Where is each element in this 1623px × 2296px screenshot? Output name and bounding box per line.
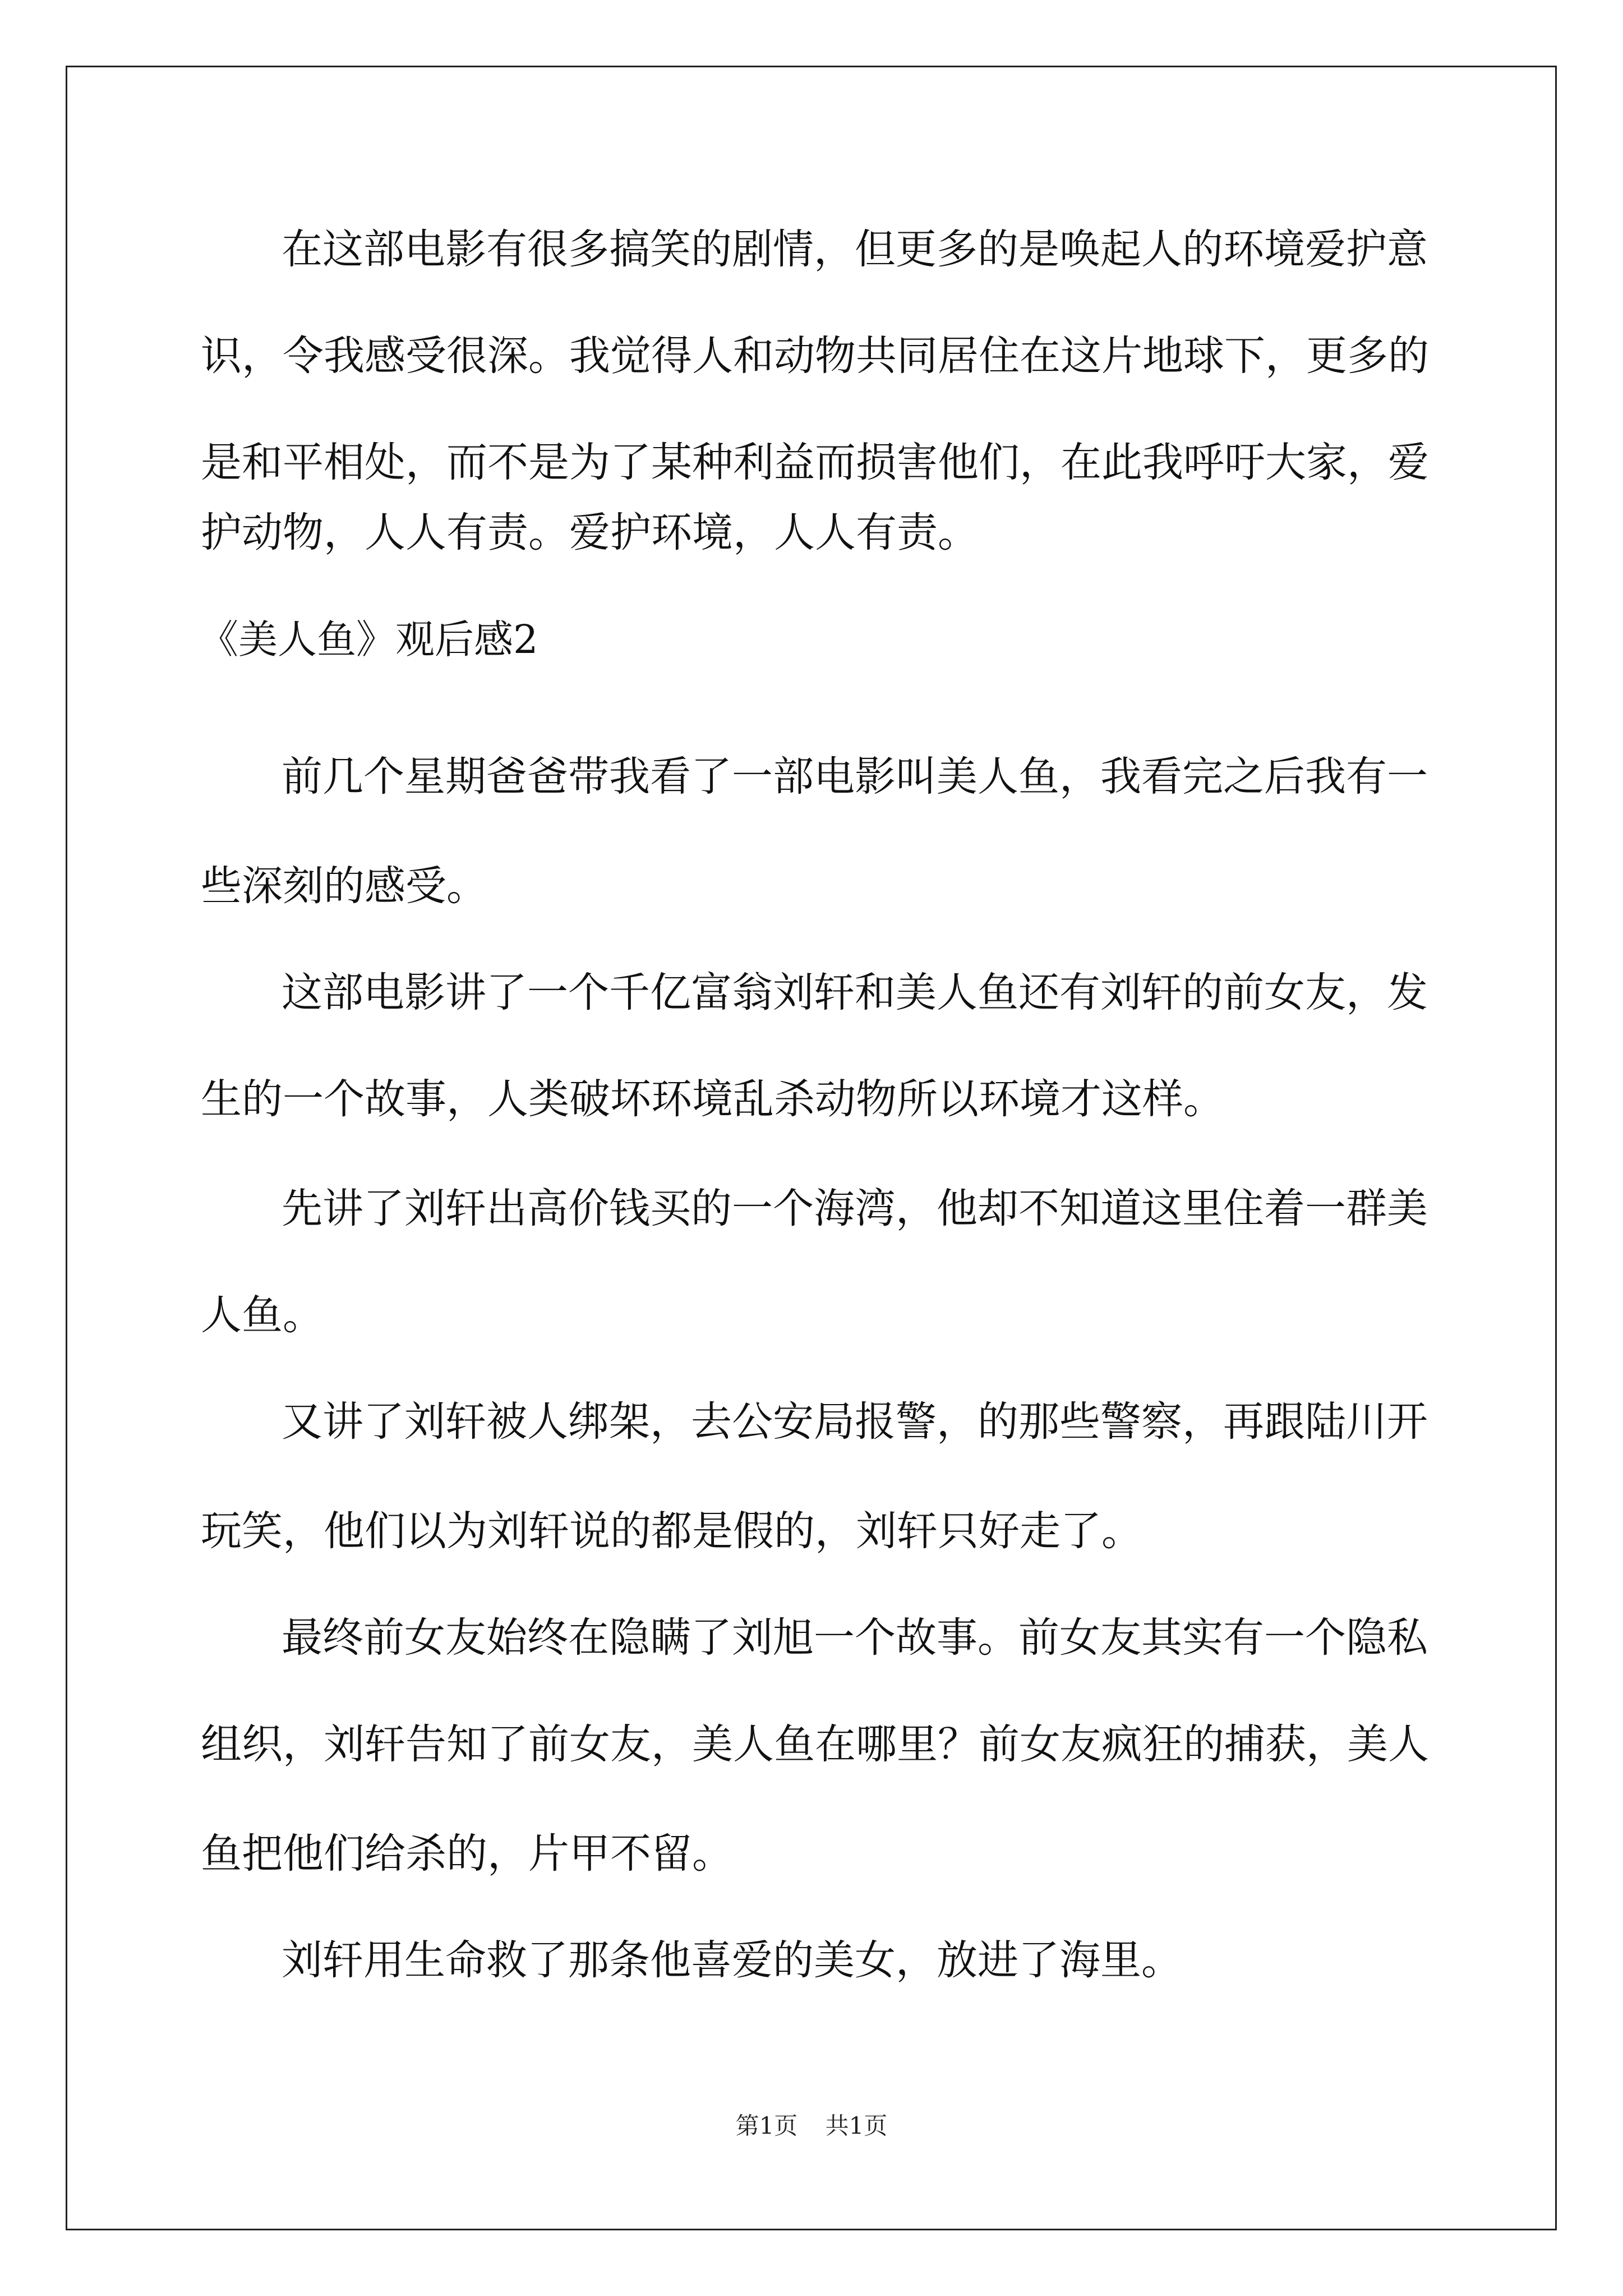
paragraph-line: 人鱼。 — [201, 1291, 324, 1339]
paragraph-line: 玩笑，他们以为刘轩说的都是假的，刘轩只好走了。 — [201, 1507, 1142, 1555]
page-total: 共1页 — [825, 2112, 888, 2139]
page-number: 第1页 — [735, 2112, 798, 2139]
paragraph-line: 先讲了刘轩出高价钱买的一个海湾，他却不知道这里住着一群美 — [282, 1185, 1428, 1232]
paragraph-line: 刘轩用生命救了那条他喜爱的美女，放进了海里。 — [282, 1936, 1182, 1984]
paragraph-line: 些深刻的感受。 — [201, 862, 487, 910]
page-border — [66, 66, 1557, 2230]
paragraph-line: 护动物，人人有责。爱护环境，人人有责。 — [201, 509, 979, 556]
paragraph-line: 是和平相处，而不是为了某种利益而损害他们，在此我呼吁大家，爱 — [201, 439, 1429, 486]
paragraph-line: 最终前女友始终在隐瞒了刘旭一个故事。前女友其实有一个隐私 — [282, 1614, 1428, 1662]
paragraph-line: 前几个星期爸爸带我看了一部电影叫美人鱼，我看完之后我有一 — [282, 753, 1428, 800]
paragraph-line: 识，令我感受很深。我觉得人和动物共同居住在这片地球下，更多的 — [201, 332, 1429, 380]
paragraph-line: 生的一个故事，人类破坏环境乱杀动物所以环境才这样。 — [201, 1075, 1224, 1123]
paragraph-line: 这部电影讲了一个千亿富翁刘轩和美人鱼还有刘轩的前女友，发 — [282, 969, 1428, 1016]
section-heading: 《美人鱼》观后感2 — [199, 616, 538, 662]
paragraph-line: 鱼把他们给杀的，片甲不留。 — [201, 1830, 733, 1878]
paragraph-line: 组织，刘轩告知了前女友，美人鱼在哪里？前女友疯狂的捕获，美人 — [201, 1720, 1429, 1768]
page-footer — [0, 2109, 1623, 2143]
paragraph-line: 又讲了刘轩被人绑架，去公安局报警，的那些警察，再跟陆川开 — [282, 1398, 1428, 1446]
paragraph-line: 在这部电影有很多搞笑的剧情，但更多的是唤起人的环境爱护意 — [282, 226, 1428, 273]
